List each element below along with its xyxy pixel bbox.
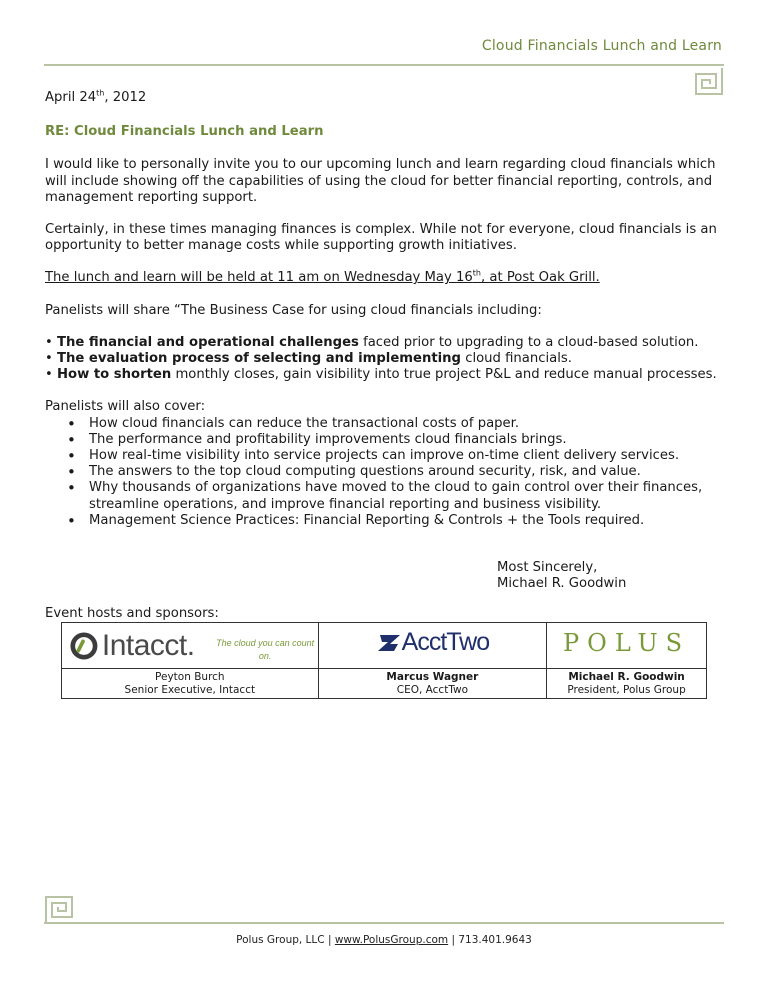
list-item: • The performance and profitability improvements cloud financials brings. <box>89 432 725 448</box>
cover-topics-list <box>45 416 725 529</box>
intro-paragraph: I would like to personally invite you to our upcoming lunch and learn regarding cloud financials which will include showing off the capabilities of using the cloud for better financial reporting, controls, and management reporting support. <box>45 157 716 205</box>
list-item: • How to shorten monthly closes, gain visibility into true project P&L and reduce manual processes. <box>45 367 717 383</box>
accttwo-logo-cell <box>318 623 546 669</box>
footer-separator: | <box>451 934 456 946</box>
footer-company: Polus Group, LLC <box>236 934 325 946</box>
letter-body <box>45 90 725 529</box>
host-cell <box>547 669 707 699</box>
intacct-mark-icon <box>70 631 98 661</box>
host-name: Peyton Burch <box>155 670 225 683</box>
host-title: Senior Executive, Intacct <box>124 683 256 696</box>
subject-line: RE: Cloud Financials Lunch and Learn <box>45 124 324 140</box>
host-name: Marcus Wagner <box>386 670 479 683</box>
key-points-list <box>45 335 725 384</box>
list-item: • The answers to the top cloud computing questions around security, risk, and value. <box>89 464 725 480</box>
host-cell <box>62 669 319 699</box>
header-title: Cloud Financials Lunch and Learn <box>481 38 722 54</box>
cover-intro: Panelists will also cover: <box>45 399 206 415</box>
sponsors-label: Event hosts and sponsors: <box>45 606 219 621</box>
list-item: • Why thousands of organizations have moved to the cloud to gain control over their finances, streamline operations, and improve financial reporting and business visibility. <box>89 480 725 512</box>
event-details: The lunch and learn will be held at 11 am on Wednesday May 16th, at Post Oak Grill. <box>45 269 600 286</box>
accttwo-logo <box>319 620 546 665</box>
signature-name: Michael R. Goodwin <box>497 576 627 592</box>
footer-website-link[interactable]: www.PolusGroup.com <box>334 934 449 946</box>
list-item: • How cloud financials can reduce the transactional costs of paper. <box>89 416 725 432</box>
letter-date: April 24th, 2012 <box>45 88 147 105</box>
host-cell <box>318 669 546 699</box>
list-item: • The financial and operational challenges faced prior to upgrading to a cloud-based solution. <box>45 334 699 350</box>
host-name: Michael R. Goodwin <box>568 670 685 683</box>
polus-logo: POLUS <box>563 628 691 657</box>
footer-phone: 713.401.9643 <box>458 934 532 946</box>
host-title: President, Polus Group <box>567 683 686 696</box>
greek-key-ornament-icon <box>44 895 74 925</box>
list-item: • The evaluation process of selecting and implementing cloud financials. <box>45 351 572 367</box>
intacct-logo <box>62 623 318 668</box>
footer-separator: | <box>327 934 332 946</box>
intacct-wordmark: Intacct. <box>101 629 195 662</box>
header-rule <box>44 64 724 66</box>
intacct-logo-cell <box>62 623 319 669</box>
host-title: CEO, AcctTwo <box>396 683 469 696</box>
closing: Most Sincerely, <box>497 560 598 575</box>
sponsors-table <box>61 622 707 699</box>
intacct-tagline: The cloud you can count on. <box>216 637 315 661</box>
signoff <box>497 560 626 592</box>
list-item: • How real-time visibility into service projects can improve on-time client delivery services. <box>89 448 725 464</box>
footer <box>0 934 768 946</box>
context-paragraph: Certainly, in these times managing finances is complex. While not for everyone, cloud financials is an opportunity to better manage costs while supporting growth initiatives. <box>45 222 717 254</box>
accttwo-wordmark: AcctTwo <box>401 628 490 656</box>
polus-logo-cell <box>547 623 707 669</box>
footer-rule <box>44 922 724 924</box>
panel-intro: Panelists will share “The Business Case for using cloud financials including: <box>45 302 542 318</box>
accttwo-mark-icon <box>376 633 402 653</box>
list-item: • Management Science Practices: Financial Reporting & Controls + the Tools required. <box>89 513 725 529</box>
